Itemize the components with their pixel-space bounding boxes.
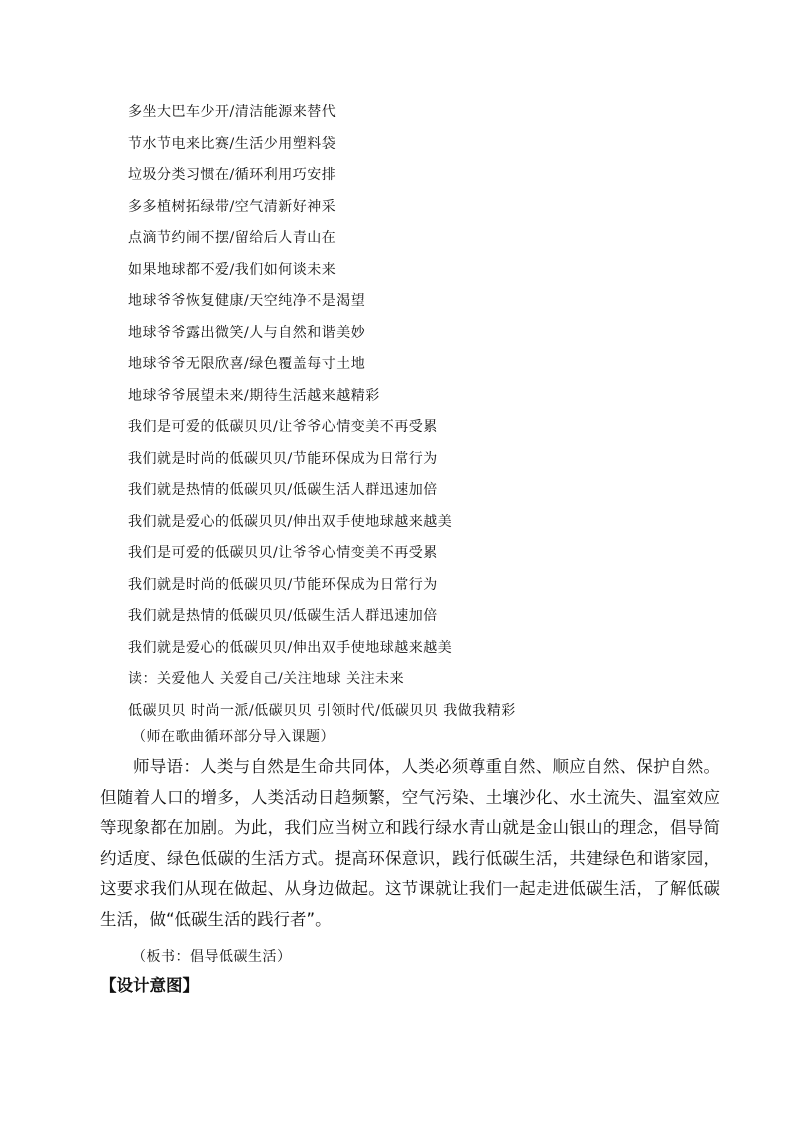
board-note: （板书：倡导低碳生活） [132,949,292,965]
lyric-line: 我们就是时尚的低碳贝贝/节能环保成为日常行为 [128,450,438,467]
teacher-note: （师在歌曲循环部分导入课题） [132,729,335,745]
lyric-line: 节水节电来比赛/生活少用塑料袋 [128,135,337,152]
lyric-line: 我们就是热情的低碳贝贝/低碳生活人群迅速加倍 [128,608,438,624]
lyric-line: 我们是可爱的低碳贝贝/让爷爷心情变美不再受累 [128,419,438,435]
lyric-line: 垃圾分类习惯在/循环利用巧安排 [128,167,337,183]
lyric-line: 我们就是时尚的低碳贝贝/节能环保成为日常行为 [128,576,438,593]
lyric-line: 地球爷爷展望未来/期待生活越来越精彩 [128,387,380,404]
lyric-line: 我们就是热情的低碳贝贝/低碳生活人群迅速加倍 [128,482,438,498]
lyric-line: 多多植树拓绿带/空气清新好神采 [128,198,337,215]
guide-paragraph: 师导语：人类与自然是生命共同体，人类必须尊重自然、顺应自然、保护自然。但随着人口的增多，人类活动日趋频繁，空气污染、土壤沙化、水土流失、温室效应等现象都在加剧。为此，我们应当树立和践行绿水青山就是金山银山的理念，倡导简约适度、绿色低碳的生活方式。提高环保意识，践行低碳生活，共建绿色和谐家园，这要求我们从现在做起、从身边做起。这节课就让我们一起走进低碳生活，了解低碳生活，做“低碳生活的践行者”。 [100,757,720,929]
lyric-line: 我们就是爱心的低碳贝贝/伸出双手使地球越来越美 [128,513,453,530]
lyric-line: 点滴节约闹不摆/留给后人青山在 [128,230,337,246]
lyric-line: 我们就是爱心的低碳贝贝/伸出双手使地球越来越美 [128,639,453,656]
lyric-line: 地球爷爷无限欣喜/绿色覆盖每寸土地 [128,356,366,372]
lyric-line: 地球爷爷恢复健康/天空纯净不是渴望 [128,293,366,309]
lyric-line: 多坐大巴车少开/清洁能源来替代 [128,104,337,120]
slogan-line: 低碳贝贝 时尚一派/低碳贝贝 引领时代/低碳贝贝 我做我精彩 [128,702,516,719]
section-heading: 【设计意图】 [100,976,199,995]
song-lyrics [128,97,516,727]
lyric-line: 地球爷爷露出微笑/人与自然和谐美妙 [128,324,366,341]
lyric-line: 我们是可爱的低碳贝贝/让爷爷心情变美不再受累 [128,545,438,561]
recite-line: 读：关爱他人 关爱自己/关注地球 关注未来 [128,671,405,687]
lyric-line: 如果地球都不爱/我们如何谈未来 [128,261,337,278]
